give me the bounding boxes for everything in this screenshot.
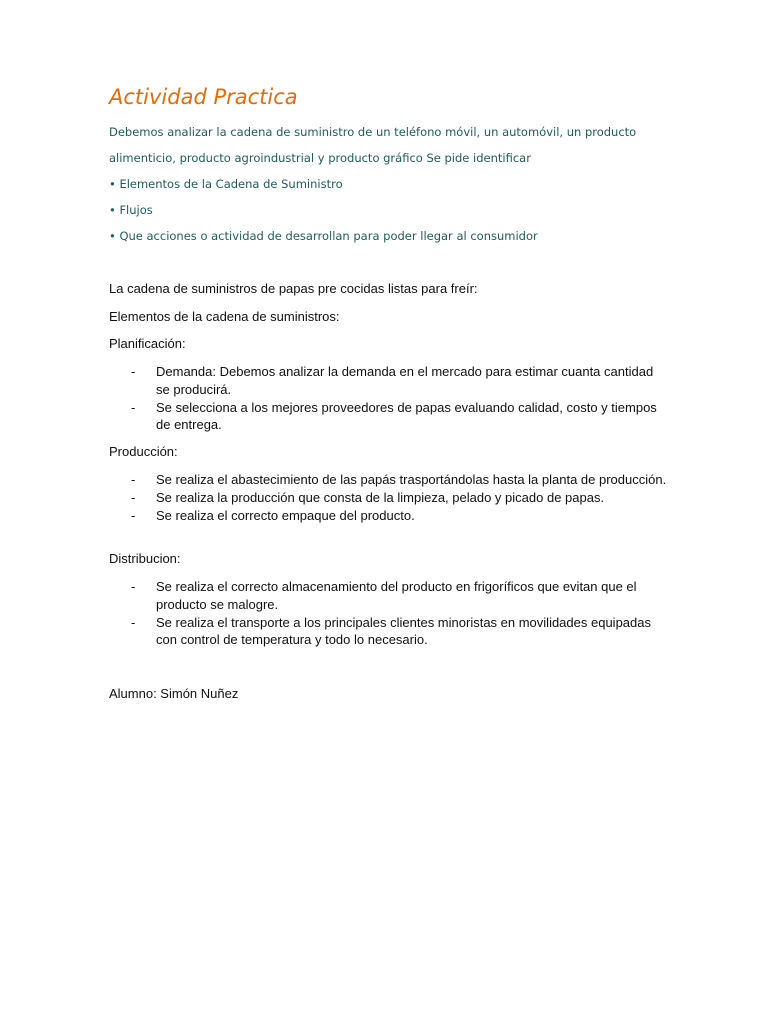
intro-line: alimenticio, producto agroindustrial y producto gráfico Se pide identificar [109,151,531,165]
list-item-text: Se realiza el transporte a los principales clientes minoristas en movilidades equipadas con control de temperatura y todo lo necesario. [156,614,651,647]
dash-marker: - [131,490,136,505]
list-item [109,489,669,507]
dash-marker: - [131,508,136,523]
dash-marker: - [131,399,136,415]
list-item-text: Se realiza el correcto almacenamiento del producto en frigoríficos que evitan que el producto se malogre. [156,579,637,612]
section-heading-planificacion: Planificación: [109,336,186,351]
list-item-text: Demanda: Debemos analizar la demanda en el mercado para estimar cuanta cantidad se producirá. [156,364,654,397]
intro-bullet: • Que acciones o actividad de desarrollan para poder llegar al consumidor [109,229,538,243]
intro-line: Debemos analizar la cadena de suministro de un teléfono móvil, un automóvil, un producto [109,125,637,139]
list-item [109,578,669,613]
page-title: Actividad Practica [109,85,298,109]
list-item [109,471,669,489]
list-item-text: Se realiza el abastecimiento de las papás trasportándolas hasta la planta de producción. [156,472,667,487]
section-heading-produccion: Producción: [109,444,178,459]
planificacion-list [109,363,669,434]
student-name: Alumno: Simón Nuñez [109,686,239,701]
dash-marker: - [131,579,136,594]
produccion-list [109,471,669,525]
dash-marker: - [131,472,136,487]
list-item-text: Se selecciona a los mejores proveedores de papas evaluando calidad, costo y tiempos de entrega. [156,399,657,432]
dash-marker: - [131,364,136,379]
list-item [109,614,669,649]
distribucion-list [109,578,669,649]
section-heading-distribucion: Distribucion: [109,551,181,566]
supply-chain-subtitle: La cadena de suministros de papas pre cocidas listas para freír: [109,281,478,296]
list-item-text: Se realiza el correcto empaque del producto. [156,508,415,523]
list-item [109,399,669,434]
intro-bullet: • Flujos [109,203,153,217]
elements-heading: Elementos de la cadena de suministros: [109,309,340,324]
list-item [109,507,669,525]
intro-bullet: • Elementos de la Cadena de Suministro [109,177,343,191]
list-item [109,363,669,398]
dash-marker: - [131,614,136,630]
list-item-text: Se realiza la producción que consta de la limpieza, pelado y picado de papas. [156,490,605,505]
